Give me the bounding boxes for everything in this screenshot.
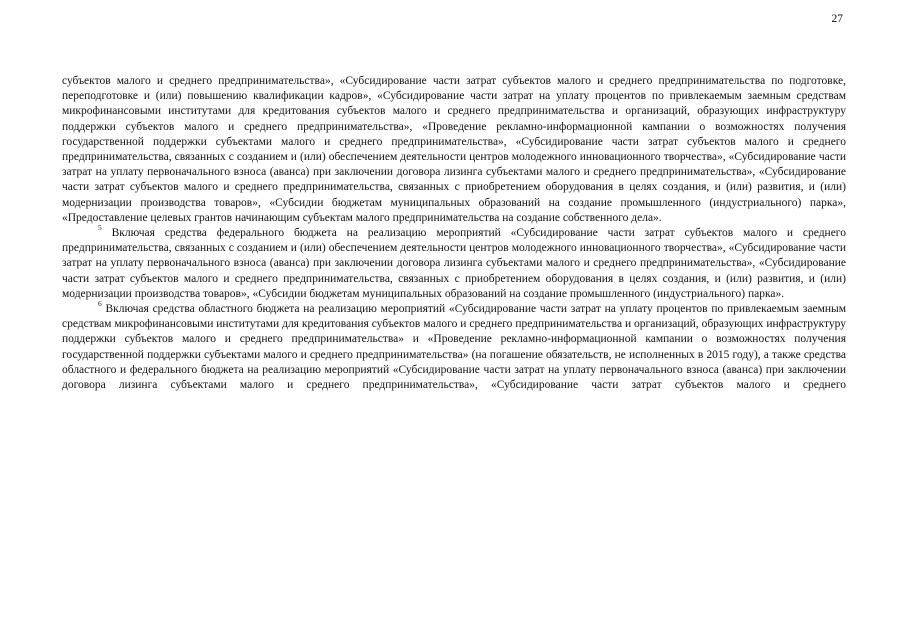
page-number: 27 [831,13,843,25]
paragraph-continuation: субъектов малого и среднего предпринимательства», «Субсидирование части затрат субъектов малого и среднего предпринимательства по подготовке, переподготовке и (или) повышению квалификации кадров», «Субсидирование части затрат на уплату процентов по привлекаемым заемным средствам микрофинансовыми институтами для кредитования субъектов малого и среднего предпринимательства и организаций, образующих инфраструктуру поддержки субъектов малого и среднего предпринимательства», «Проведение рекламно-информационной кампании о возможностях получения государственной поддержки субъектами малого и среднего предпринимательства», «Субсидирование части затрат субъектов малого и среднего предпринимательства, связанных с созданием и (или) обеспечением деятельности центров молодежного инновационного творчества», «Субсидирование части затрат на уплату первоначального взноса (аванса) при заключении договора лизинга субъектами малого и среднего предпринимательства», «Субсидирование части затрат субъектов малого и среднего предпринимательства, связанных с приобретением оборудования в целях создания, и (или) развития, и (или) модернизации производства товаров», «Субсидии бюджетам муниципальных образований на создание промышленного (индустриального) парка», «Предоставление целевых грантов начинающим субъектам малого предпринимательства на создание собственного дела». [62,75,846,224]
footnote-5 [62,223,846,302]
footnote-6 [62,299,846,393]
footnote-6-text: Включая средства областного бюджета на реализацию мероприятий «Субсидирование части затрат на уплату процентов по привлекаемым заемным средствам микрофинансовыми институтами для кредитования субъектов малого и среднего предпринимательства и организаций, образующих инфраструктуру поддержки субъектов малого и среднего предпринимательства» и «Проведение рекламно-информационной кампании о возможностях получения государственной поддержки субъектами малого и среднего предпринимательства» (на погашение обязательств, не исполненных в 2015 году), а также средства областного и федерального бюджета на реализацию мероприятий «Субсидирование части затрат на уплату первоначального взноса (аванса) при заключении договора лизинга субъектами малого и среднего предпринимательства», «Субсидирование части затрат субъектов малого и среднего [62,303,846,392]
footnote-marker-6: 6 [98,299,102,309]
document-body [62,74,846,393]
footnote-5-text: Включая средства федерального бюджета на реализацию мероприятий «Субсидирование части затрат субъектов малого и среднего предпринимательства, связанных с созданием и (или) обеспечением деятельности центров молодежного инновационного творчества», «Субсидирование части затрат на уплату первоначального взноса (аванса) при заключении договора лизинга субъектами малого и среднего предпринимательства», «Субсидирование части затрат субъектов малого и среднего предпринимательства, связанных с приобретением оборудования в целях создания, и (или) развития, и (или) модернизации производства товаров», «Субсидии бюджетам муниципальных образований на создание промышленного (индустриального) парка». [62,227,846,300]
footnote-marker-5: 5 [98,223,102,233]
